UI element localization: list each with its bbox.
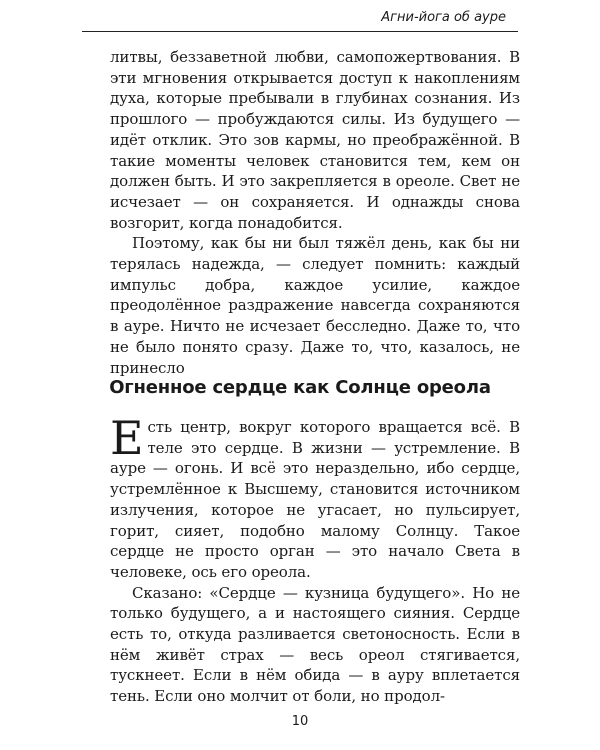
page-number: 10 bbox=[291, 714, 309, 729]
drop-cap-letter: Е bbox=[110, 411, 144, 465]
paragraph-opening-text: сть центр, вокруг которого вращается всё. В теле это сердце. В жизни — устремление. В ауре — огонь. И всё это нераздельно, ибо сердце, устремлённое к Высшему, становится источником излучения, которое не угасает, но пульсирует, горит, сияет, подобно малому Солнцу. Такое сердце не просто орган — это начало Света в человеке, ось его ореола. bbox=[110, 418, 520, 581]
body-text-top bbox=[110, 47, 520, 378]
paragraph: Сказано: «Сердце — кузница будущего». Но не только будущего, а и настоящего сияния. Сердце есть то, откуда разливается светоносность. Если в нём живёт страх — весь ореол стягивается, тускнеет. Если в нём обида — в ауру вплетается тень. Если оно молчит от боли, но продол- bbox=[110, 583, 520, 706]
paragraph: Поэтому, как бы ни был тяжёл день, как бы ни терялась надежда, — следует помнить: каждый импульс добра, каждое усилие, каждое преодолённое раздражение навсегда сохраняются в ауре. Ничто не исчезает бесследно. Даже то, что не было понято сразу. Даже то, что, казалось, не принесло bbox=[110, 234, 520, 377]
running-header-title: Агни-йога об ауре bbox=[377, 10, 510, 25]
paragraph-opening bbox=[110, 411, 520, 583]
paragraph-continuation: литвы, беззаветной любви, самопожертвования. В эти мгновения открывается доступ к накоплениям духа, которые пребывали в глубинах сознания. Из прошлого — пробуждаются силы. Из будущего — идёт отклик. Это зов кармы, но преображённой. В такие моменты человек становится тем, кем он должен быть. И это закрепляется в ореоле. Свет не исчезает — он сохраняется. И однажды снова возгорит, когда понадобится. bbox=[110, 48, 520, 232]
section-heading: Огненное сердце как Солнце ореола bbox=[109, 377, 491, 398]
running-header bbox=[82, 0, 518, 44]
header-rule bbox=[82, 31, 518, 32]
body-text-section bbox=[110, 411, 520, 707]
